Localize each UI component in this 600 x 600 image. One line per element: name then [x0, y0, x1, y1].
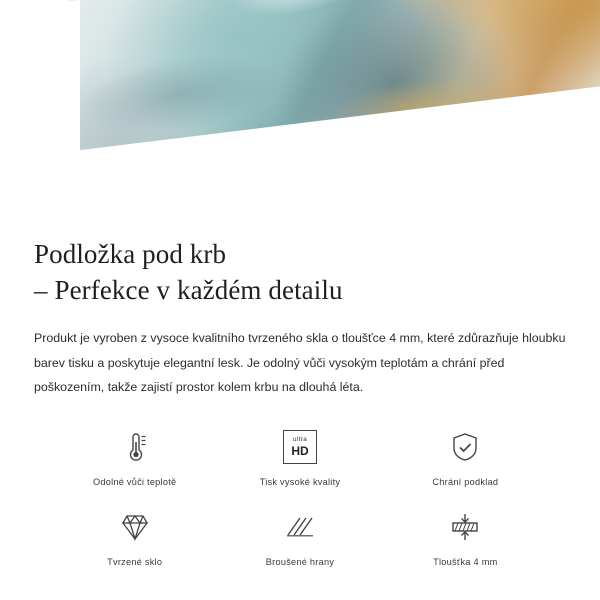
thermometer-icon: [115, 425, 155, 469]
hero-image: [0, 0, 600, 218]
diamond-icon: [115, 505, 155, 549]
sparkle-small-icon: [527, 186, 547, 206]
headline-line-2: – Perfekce v každém detailu: [34, 275, 343, 306]
thickness-arrows-icon: [443, 505, 487, 549]
feature-label: Broušené hrany: [265, 556, 335, 567]
page-title: [34, 236, 566, 308]
hero-left-mask: [0, 0, 80, 218]
description-text: Produkt je vyroben z vysoce kvalitního tvrzeného skla o tloušťce 4 mm, které zdůrazňuje hloubku barev tisku a poskytuje elegantní lesk. Je odolný vůči vysokým teplotám a chrání před poškozením, takže zajistí prostor kolem krbu na dlouhá léta.: [34, 331, 566, 394]
feature-label: Odolné vůči teplotě: [92, 476, 177, 487]
ultra-hd-icon: [283, 425, 317, 469]
shield-check-icon: [445, 425, 485, 469]
feature-item-thickness: [383, 505, 548, 567]
feature-item-temperature: [52, 425, 217, 487]
ultra-hd-top-label: ultra: [292, 436, 308, 444]
headline-line-1: Podložka pod krb: [34, 239, 227, 269]
feature-item-print-quality: [217, 425, 382, 487]
polished-edges-icon: [280, 505, 320, 549]
feature-item-polished-edges: [217, 505, 382, 567]
feature-item-protects-surface: [383, 425, 548, 487]
feature-label: Chrání podklad: [432, 476, 499, 487]
ultra-hd-bottom-label: HD: [291, 443, 309, 458]
feature-item-tempered-glass: [52, 505, 217, 567]
feature-label: Tloušťka 4 mm: [433, 556, 498, 567]
feature-label: Tvrzené sklo: [107, 556, 163, 567]
feature-grid: [34, 425, 566, 567]
feature-label: Tisk vysoké kvality: [259, 476, 341, 487]
content-block: [0, 218, 600, 567]
